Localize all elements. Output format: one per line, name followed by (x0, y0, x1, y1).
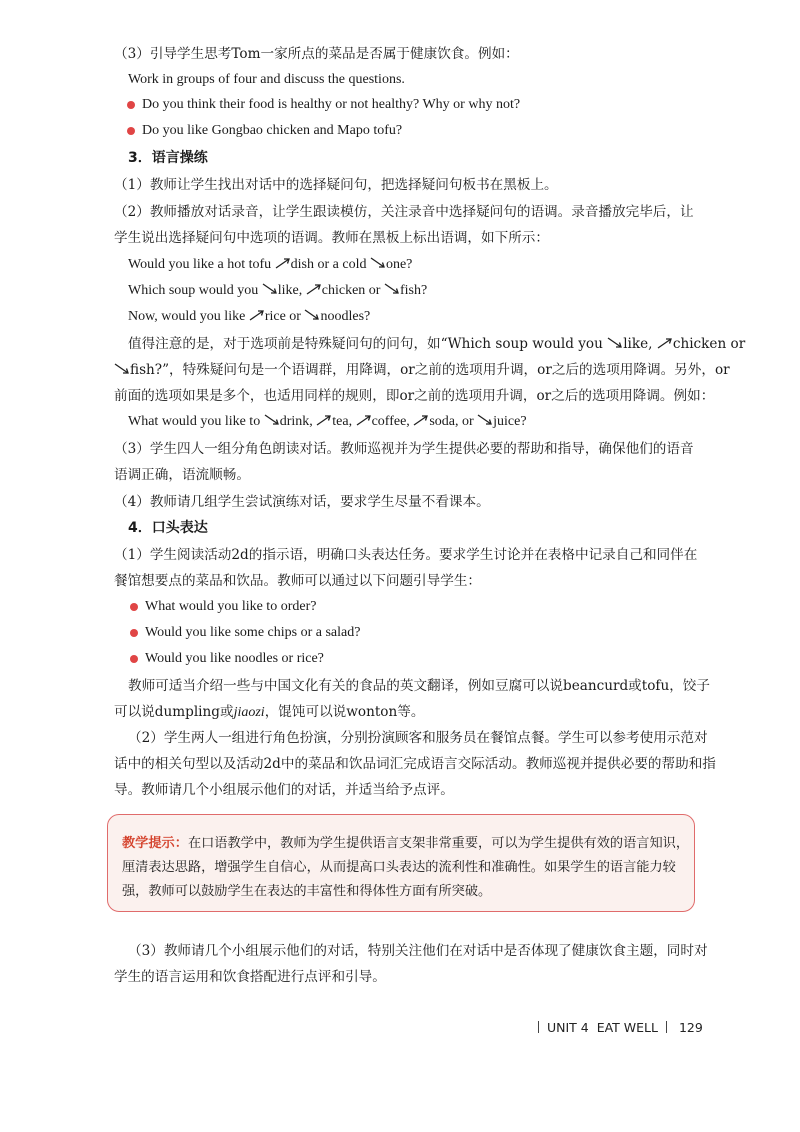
bullet-dot-icon (130, 655, 138, 663)
falling-arrow-icon (384, 283, 400, 295)
rising-arrow-icon (316, 414, 332, 426)
question-noodles: Would you like noodles or rice? (145, 651, 324, 666)
heading-language-practice: 3．语言操练 (128, 150, 208, 166)
question-healthy: Do you think their food is healthy or not healthy? Why or why not? (142, 97, 521, 112)
rising-arrow-icon (413, 414, 429, 426)
rising-arrow-icon (275, 257, 291, 269)
bullet-dot-icon (127, 127, 135, 135)
tip-line-a: 教学提示：在口语教学中，教师为学生提供语言支架非常重要，可以为学生提供有效的语言知识， (122, 836, 690, 851)
paragraph-4-2a: （2）学生两人一组进行角色扮演，分别扮演顾客和服务员在餐馆点餐。学生可以参考使用示范对 (128, 730, 708, 746)
paragraph-4-3a: （3）教师请几个小组展示他们的对话，特别关注他们在对话中是否体现了健康饮食主题，同时对 (128, 943, 708, 959)
rising-arrow-icon (657, 337, 673, 349)
note-paragraph-c: 前面的选项如果是多个，也适用同样的规则，即or之前的选项用升调，or之后的选项用降调。例如： (114, 388, 715, 404)
intonation-example-4: What would you like to drink, tea, coffee, soda, or juice? (128, 414, 527, 429)
footer-divider (666, 1021, 667, 1033)
falling-arrow-icon (114, 363, 130, 375)
falling-arrow-icon (262, 283, 278, 295)
rising-arrow-icon (356, 414, 372, 426)
bullet-dot-icon (127, 101, 135, 109)
intonation-example-2: Which soup would you like, chicken or fish? (128, 283, 428, 298)
note-paragraph-a: 值得注意的是，对于选项前是特殊疑问句的问句，如“Which soup would you like, chicken or (128, 336, 746, 352)
question-gongbao: Do you like Gongbao chicken and Mapo tofu? (142, 123, 403, 138)
paragraph-4-2c: 导。教师请几个小组展示他们的对话，并适当给予点评。 (114, 782, 454, 798)
tip-line-c: 强，教师可以鼓励学生在表达的丰富性和得体性方面有所突破。 (122, 884, 492, 899)
paragraph-4-3b: 学生的语言运用和饮食搭配进行点评和引导。 (114, 969, 386, 985)
note-paragraph-b: fish?”，特殊疑问句是一个语调群，用降调，or之前的选项用升调，or之后的选项用降调。另外，or (114, 360, 730, 380)
footer-unit: UNIT 4 (547, 1020, 589, 1035)
paragraph-3-3b: 语调正确，语流顺畅。 (114, 467, 250, 483)
paragraph-3-1: （1）教师让学生找出对话中的选择疑问句，把选择疑问句板书在黑板上。 (114, 177, 558, 193)
paragraph-3-4: （4）教师请几组学生尝试演练对话，要求学生尽量不看课本。 (114, 494, 490, 510)
page-footer (530, 1020, 703, 1035)
footer-divider (538, 1021, 539, 1033)
paragraph-s3-intro: （3）引导学生思考Tom一家所点的菜品是否属于健康饮食。例如： (114, 46, 519, 62)
rising-arrow-icon (306, 283, 322, 295)
tip-label: 教学提示： (122, 836, 188, 851)
intonation-example-1: Would you like a hot tofu dish or a cold one? (128, 257, 413, 272)
footer-unit-title: EAT WELL (596, 1020, 658, 1035)
falling-arrow-icon (477, 414, 493, 426)
falling-arrow-icon (264, 414, 280, 426)
paragraph-4-note-a: 教师可适当介绍一些与中国文化有关的食品的英文翻译，例如豆腐可以说beancurd或tofu，饺子 (128, 678, 710, 694)
paragraph-4-1a: （1）学生阅读活动2d的指示语，明确口头表达任务。要求学生讨论并在表格中记录自己和同伴在 (114, 547, 698, 563)
rising-arrow-icon (249, 309, 265, 321)
paragraph-4-2b: 话中的相关句型以及活动2d中的菜品和饮品词汇完成语言交际活动。教师巡视并提供必要的帮助和指 (114, 756, 716, 772)
question-chips: Would you like some chips or a salad? (145, 625, 361, 640)
work-groups-instruction: Work in groups of four and discuss the questions. (128, 72, 405, 87)
paragraph-4-note-b: 可以说dumpling或jiaozi，馄饨可以说wonton等。 (114, 704, 425, 720)
bullet-dot-icon (130, 629, 138, 637)
heading-oral-expression: 4．口头表达 (128, 520, 208, 536)
paragraph-3-2a: （2）教师播放对话录音，让学生跟读模仿，关注录音中选择疑问句的语调。录音播放完毕后，让 (114, 204, 694, 220)
bullet-dot-icon (130, 603, 138, 611)
intonation-example-3: Now, would you like rice or noodles? (128, 309, 371, 324)
falling-arrow-icon (370, 257, 386, 269)
falling-arrow-icon (304, 309, 320, 321)
paragraph-3-2b: 学生说出选择疑问句中选项的语调。教师在黑板上标出语调，如下所示： (114, 230, 549, 246)
paragraph-4-1b: 餐馆想要点的菜品和饮品。教师可以通过以下问题引导学生： (114, 573, 482, 589)
paragraph-3-3a: （3）学生四人一组分角色朗读对话。教师巡视并为学生提供必要的帮助和指导，确保他们的语音 (114, 441, 694, 457)
falling-arrow-icon (607, 337, 623, 349)
page-number: 129 (678, 1020, 703, 1035)
tip-line-b: 厘清表达思路，增强学生自信心，从而提高口头表达的流利性和准确性。如果学生的语言能力较 (122, 860, 676, 875)
question-order: What would you like to order? (145, 599, 317, 614)
